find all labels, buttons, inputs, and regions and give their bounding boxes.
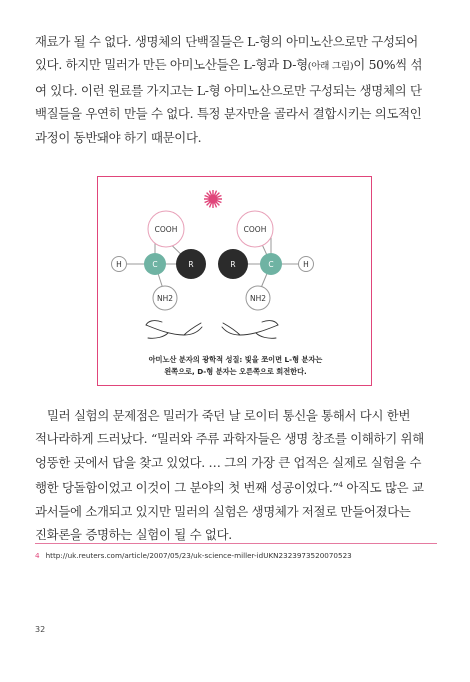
footnote-marker: 4 bbox=[338, 481, 343, 490]
footnote-number: 4 bbox=[35, 551, 40, 560]
r-label: R bbox=[230, 260, 236, 269]
footnote bbox=[35, 551, 352, 560]
figure-caption bbox=[98, 354, 373, 378]
footnote-divider bbox=[35, 543, 437, 544]
text-segment: 이 50%씩 섞 bbox=[353, 57, 423, 73]
left-hand-icon bbox=[146, 321, 202, 339]
chirality-figure bbox=[97, 176, 372, 386]
footnote-url[interactable]: http://uk.reuters.com/article/2007/05/23/uk-science-miller-idUKN2323973520070523 bbox=[45, 551, 352, 560]
hydrogen-label: H bbox=[303, 260, 309, 269]
text-line: 과서들에 소개되고 있지만 밀러의 실험은 생명체가 저절로 만들어졌다는 bbox=[35, 503, 411, 519]
caption-line: 아미노산 분자의 광학적 성질: 빛을 쪼이면 L-형 분자는 bbox=[148, 355, 323, 364]
text-line: 과정이 동반돼야 하기 때문이다. bbox=[35, 129, 202, 145]
hydrogen-label: H bbox=[116, 260, 122, 269]
paragraph-1 bbox=[35, 30, 437, 149]
text-line: 진화론을 증명하는 실험이 될 수 없다. bbox=[35, 527, 232, 543]
text-line bbox=[35, 474, 437, 500]
caption-line: 왼쪽으로, D-형 분자는 오른쪽으로 회전한다. bbox=[164, 367, 307, 376]
amine-label: NH2 bbox=[156, 294, 174, 303]
text-line: 엉뚱한 곳에서 답을 찾고 있었다. … 그의 가장 큰 업적은 실제로 실험을 수 bbox=[35, 454, 422, 470]
figure-reference: (아래 그림) bbox=[307, 61, 354, 73]
cooh-label: COOH bbox=[243, 225, 267, 234]
text-line bbox=[35, 53, 437, 78]
text-line: 여 있다. 이런 원료를 가지고는 L-형 아미노산으로만 구성되는 생명체의 단 bbox=[35, 82, 422, 98]
text-segment: 행한 당돌함이었고 이것이 그 분야의 첫 번째 성공이었다.” bbox=[35, 480, 339, 496]
text-line: 재료가 될 수 없다. 생명체의 단백질들은 L-형의 아미노산으로만 구성되어 bbox=[35, 34, 418, 49]
cooh-label: COOH bbox=[154, 225, 178, 234]
light-burst-icon bbox=[204, 190, 222, 208]
right-hand-icon bbox=[222, 321, 278, 339]
text-segment: 있다. 하지만 밀러가 만든 아미노산들은 L-형과 D-형 bbox=[35, 57, 308, 73]
text-segment: 아직도 많은 교 bbox=[342, 480, 424, 496]
page-number: 32 bbox=[35, 625, 46, 634]
carbon-label: C bbox=[268, 260, 274, 269]
text-line: 밀러 실험의 문제점은 밀러가 죽던 날 로이터 통신을 통해서 다시 한번 bbox=[47, 408, 411, 423]
paragraph-2 bbox=[35, 404, 437, 547]
text-line: 적나라하게 드러났다. “밀러와 주류 과학자들은 생명 창조를 이해하기 위해 bbox=[35, 431, 424, 447]
carbon-label: C bbox=[152, 260, 158, 269]
r-label: R bbox=[188, 260, 194, 269]
amine-label: NH2 bbox=[249, 294, 267, 303]
text-line: 백질들을 우연히 만들 수 없다. 특정 분자만을 골라서 결합시키는 의도적인 bbox=[35, 106, 422, 122]
